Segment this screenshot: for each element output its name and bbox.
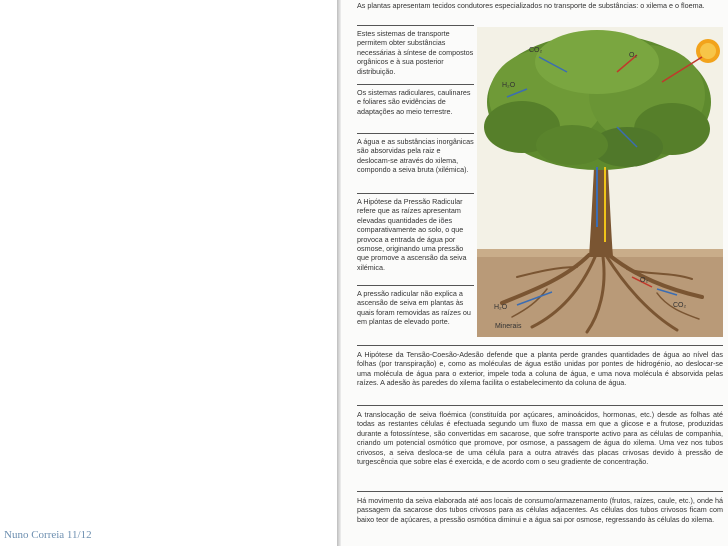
- divider: [357, 84, 474, 85]
- author-footer: Nuno Correia 11/12: [4, 529, 92, 541]
- divider: [357, 193, 474, 194]
- label-o2-top: O₂: [629, 52, 638, 59]
- divider: [357, 345, 723, 346]
- divider: [357, 491, 723, 492]
- label-co2-top: CO₂: [529, 47, 543, 54]
- left-block-3: A água e as substâncias inorgânicas são absorvidas pela raiz e deslocam-se através do xilema, compondo a seiva bruta (xilémica).: [357, 137, 474, 175]
- label-minerals: Minerais: [495, 323, 522, 330]
- left-block-1: Estes sistemas de transporte permitem obter substâncias necessárias à síntese de compostos orgânicos e à sua posterior distribuição.: [357, 29, 474, 76]
- wide-block-3: Há movimento da seiva elaborada até aos locais de consumo/armazenamento (frutos, raízes, caule, etc.), onde há passagem da sacarose dos tubos crivosos para as células adjacentes. As células dos tubos crivosos ficam com baixo teor de açúcares, a pressão osmótica diminui e a água sai por osmose, regressando às células do xilema.: [357, 496, 723, 524]
- label-h2o-root: H₂O: [494, 304, 508, 311]
- left-block-4: A Hipótese da Pressão Radicular refere que as raízes apresentam elevadas quantidades de iões comparativamente ao solo, o que provoca a entrada de água por osmose, originando uma pressão que promove a ascensão da seiva xilémica.: [357, 197, 467, 272]
- label-h2o-top: H₂O: [502, 82, 516, 89]
- left-block-5: A pressão radicular não explica a ascensão de seiva em plantas às quais foram removidas as raízes ou em plantas de elevado porte.: [357, 289, 471, 327]
- label-o2-root: O₂: [640, 277, 649, 284]
- divider: [357, 405, 723, 406]
- divider: [357, 285, 474, 286]
- left-block-2: Os sistemas radiculares, caulinares e foliares são evidências de adaptações ao meio terrestre.: [357, 88, 471, 116]
- page-gutter: [337, 0, 341, 546]
- wide-block-2: A translocação de seiva floémica (constituída por açúcares, aminoácidos, hormonas, etc.) desde as folhas até todas as restantes células é efectuada segundo um fluxo de massa em que a glicose e a frutose, produzidas durante a fotossíntese, são convertidas em sacarose, que sofre transporte activo para as células de companhia, criando um potencial osmótico que promove, por osmose, a passagem de água do xilema. Uma vez nos tubos crivosos, a seiva desloca-se de uma célula para a outra através das placas crivosas devido à pressão de turgescência que sobre elas é exercida, e de acordo com o seu gradiente de concentração.: [357, 410, 723, 467]
- sun-icon: [696, 39, 720, 63]
- tree-transport-illustration: [477, 27, 723, 337]
- wide-block-1: A Hipótese da Tensão-Coesão-Adesão defende que a planta perde grandes quantidades de água ao nível das folhas (por transpiração) e, como as moléculas de água estão unidas por pontes de hidrogénio, ao deslocar-se uma molécula de água para o exterior, impele toda a coluna de água, e uma nova molécula é absorvida pelas raízes. A adesão às paredes do xilema facilita o estabelecimento da coluna de água.: [357, 350, 723, 388]
- label-co2-root: CO₂: [673, 302, 687, 309]
- divider: [357, 133, 474, 134]
- intro-text: As plantas apresentam tecidos condutores especializados no transporte de substâncias: o xilema e o floema.: [357, 1, 705, 10]
- divider: [357, 25, 474, 26]
